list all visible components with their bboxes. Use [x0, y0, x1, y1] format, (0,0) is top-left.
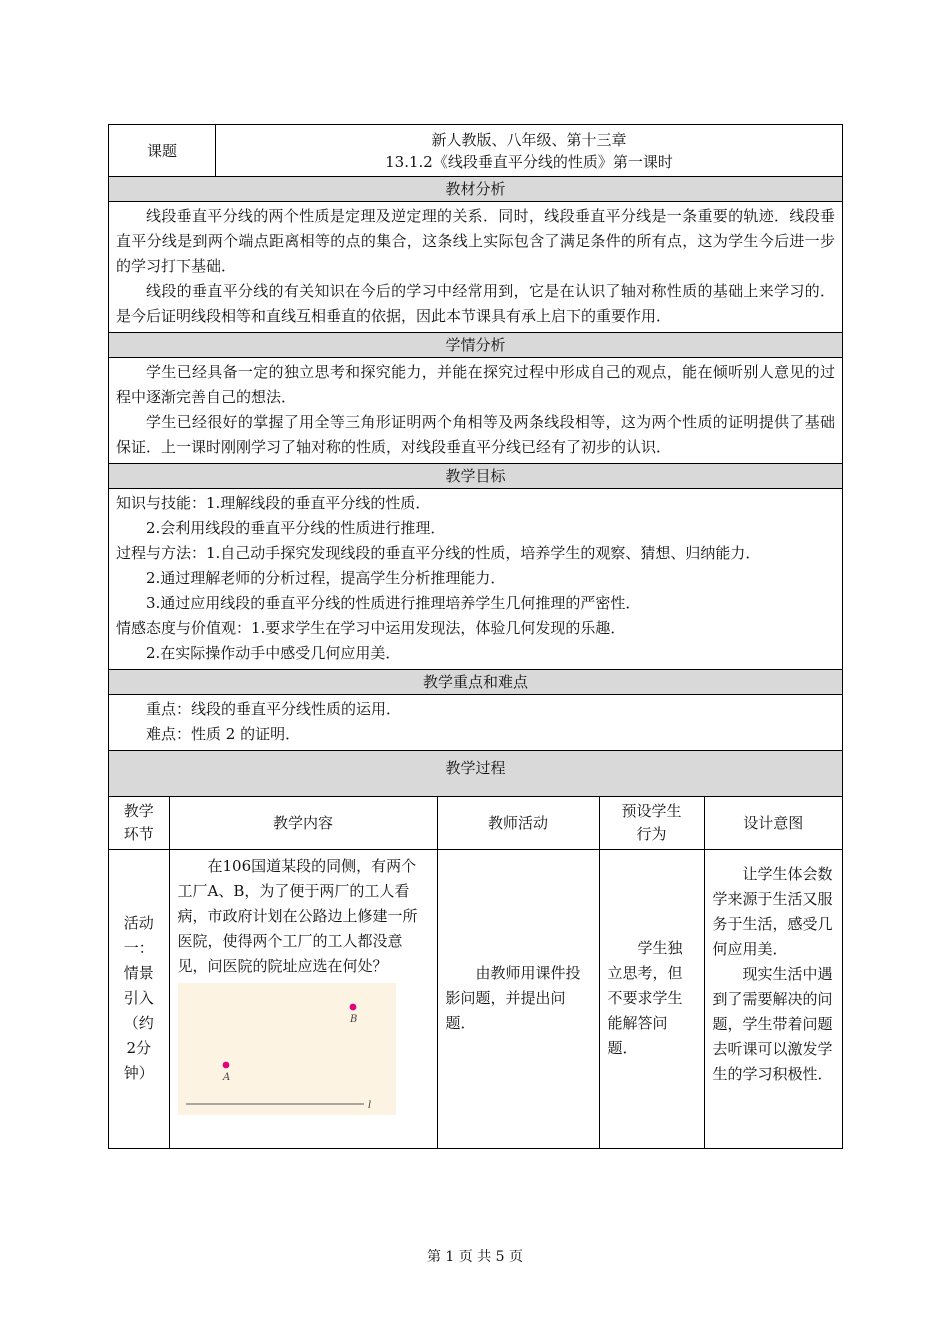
- label-a: A: [222, 1072, 230, 1083]
- column-header-teacher: 教师活动: [437, 797, 599, 850]
- column-header-stage: 教学环节: [123, 802, 154, 843]
- teacher-cell: [437, 850, 599, 1148]
- goal-line: 情感态度与价值观：1.要求学生在学习中运用发现法，体验几何发现的乐趣．: [116, 619, 626, 637]
- goal-line: 3.通过应用线段的垂直平分线的性质进行推理培养学生几何推理的严密性．: [146, 594, 641, 612]
- label-b: B: [349, 1014, 357, 1025]
- content-text: 在106国道某段的同侧，有两个工厂A、B，为了便于两厂的工人看病，市政府计划在公路边上修建一所医院，使得两个工厂的工人都没意见，问医院的院址应选在何处？: [177, 857, 418, 975]
- content-cell: [169, 850, 437, 1148]
- title-line-1: 新人教版、八年级、第十三章: [431, 131, 627, 149]
- analysis-paragraph-2: 线段的垂直平分线的有关知识在今后的学习中经常用到，它是在认识了轴对称性质的基础上来学习的．是今后证明线段相等和直线互相垂直的依据，因此本节课具有承上启下的重要作用．: [116, 282, 835, 325]
- intent-cell: [704, 850, 842, 1148]
- table-row: [109, 850, 842, 1148]
- title-row: [109, 125, 842, 177]
- learners-paragraph-1: 学生已经具备一定的独立思考和探究能力，并能在探究过程中形成自己的观点，能在倾听别人意见的过程中逐渐完善自己的想法．: [116, 363, 835, 406]
- student-text: 学生独立思考，但不要求学生能解答问题．: [607, 939, 683, 1058]
- problem-figure: [178, 983, 396, 1115]
- page-footer: 第 1 页 共 5 页: [426, 1249, 524, 1265]
- column-header: [599, 797, 704, 850]
- key-focus: 重点：线段的垂直平分线性质的运用．: [146, 700, 402, 718]
- goal-line: 知识与技能：1.理解线段的垂直平分线的性质．: [116, 494, 431, 512]
- goal-line: 2.会利用线段的垂直平分线的性质进行推理．: [146, 519, 446, 537]
- column-header-student: 预设学生行为: [621, 802, 682, 843]
- lesson-plan-table: [108, 124, 843, 1149]
- student-cell: [599, 850, 704, 1148]
- section-body-analysis: [109, 202, 842, 333]
- section-header-process: 教学过程: [109, 751, 842, 797]
- section-header-analysis: 教材分析: [109, 177, 842, 202]
- label-road: l: [367, 1100, 371, 1111]
- goal-line: 过程与方法：1.自己动手探究发现线段的垂直平分线的性质，培养学生的观察、猜想、归纳能力．: [116, 544, 761, 562]
- title-label: 课题: [109, 125, 216, 176]
- teacher-text: 由教师用课件投影问题，并提出问题．: [445, 964, 581, 1033]
- section-body-learners: [109, 358, 842, 464]
- point-b: [349, 1004, 356, 1011]
- process-table: [109, 797, 842, 1148]
- goal-line: 2.通过理解老师的分析过程，提高学生分析推理能力．: [146, 569, 506, 587]
- point-a: [222, 1062, 229, 1069]
- column-header: [109, 797, 169, 850]
- analysis-paragraph-1: 线段垂直平分线的两个性质是定理及逆定理的关系．同时，线段垂直平分线是一条重要的轨迹．线段垂直平分线是到两个端点距离相等的点的集合，这条线上实际包含了满足条件的所有点，这为学生今后进一步的学习打下基础．: [116, 207, 835, 275]
- intent-paragraph-1: 让学生体会数学来源于生活又服务于生活，感受几何应用美．: [712, 865, 833, 958]
- goal-line: 2.在实际操作动手中感受几何应用美．: [146, 644, 401, 662]
- section-header-keypoints: 教学重点和难点: [109, 670, 842, 695]
- title-line-2: 13.1.2《线段垂直平分线的性质》第一课时: [385, 153, 673, 171]
- column-header-intent: 设计意图: [704, 797, 842, 850]
- stage-text: 活动一：情景引入（约2分钟）: [123, 914, 154, 1083]
- intent-paragraph-2: 现实生活中遇到了需要解决的问题，学生带着问题去听课可以激发学生的学习积极性．: [712, 965, 833, 1083]
- key-difficulty: 难点：性质 2 的证明．: [146, 725, 301, 743]
- title-value: [216, 125, 842, 176]
- section-header-learners: 学情分析: [109, 333, 842, 358]
- column-header-content: 教学内容: [169, 797, 437, 850]
- process-table-wrapper: [109, 797, 842, 1148]
- stage-cell: [109, 850, 169, 1148]
- factory-road-diagram: [178, 983, 396, 1115]
- process-header-row: [109, 797, 842, 850]
- learners-paragraph-2: 学生已经很好的掌握了用全等三角形证明两个角相等及两条线段相等，这为两个性质的证明提供了基础保证．上一课时刚刚学习了轴对称的性质，对线段垂直平分线已经有了初步的认识．: [116, 413, 835, 456]
- section-header-goals: 教学目标: [109, 464, 842, 489]
- section-body-goals: [109, 489, 842, 670]
- section-body-keypoints: [109, 695, 842, 751]
